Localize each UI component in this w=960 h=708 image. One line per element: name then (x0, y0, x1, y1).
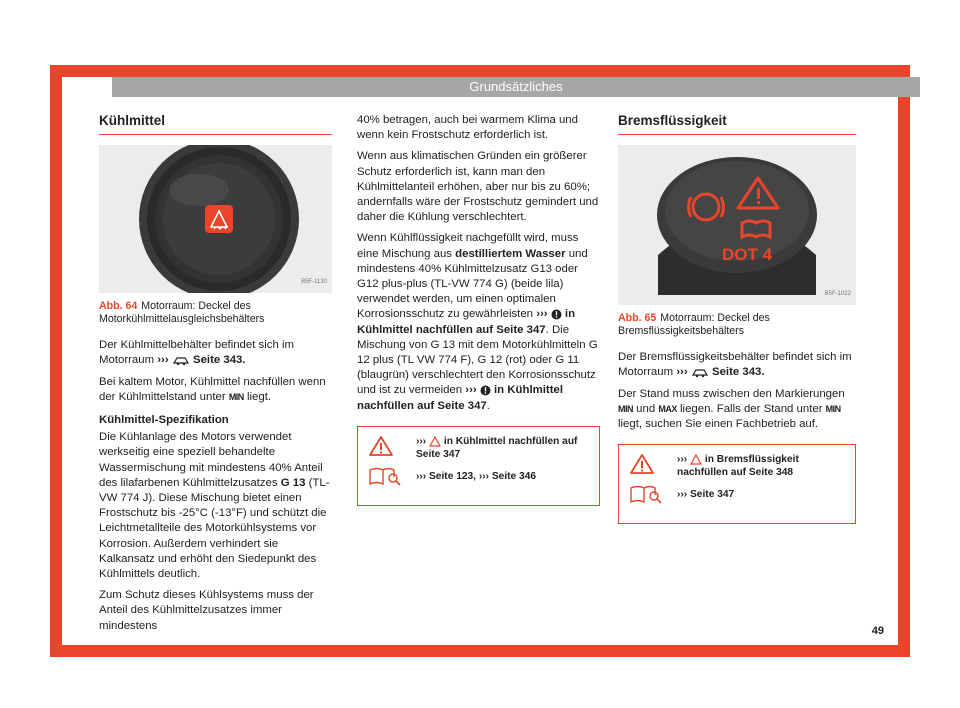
page-link[interactable]: Seite 343. (192, 354, 246, 367)
manual-page (62, 77, 898, 645)
text: liegt. (246, 390, 272, 403)
cap-dot-label: DOT 4 (722, 245, 773, 265)
text: Die Kühlanlage des Motors verwendet werkseitig eine speziell behandelte Wassermischung mit mindestens 40% Anteil des lilafarbenen Kühlmittelzusatzes (99, 431, 323, 489)
caption-text: Motorraum: Deckel des Bremsflüssigkeitsbehälters (618, 312, 770, 338)
figure-code: B5F-1022 (824, 291, 851, 297)
ref-arrow: ››› (536, 308, 548, 321)
paragraph (99, 338, 332, 368)
text: . (486, 399, 490, 412)
bold-text: destilliertem Wasser (455, 247, 566, 260)
page-link[interactable]: in Kühlmittel nachfüllen auf Seite 347 (357, 384, 563, 412)
warning-triangle-icon (629, 453, 655, 475)
warning-triangle-small-icon (690, 454, 702, 465)
ref-arrow: ››› (677, 454, 688, 466)
ref-arrow: ››› (465, 384, 477, 397)
manual-row (629, 483, 845, 513)
paragraph: Zum Schutz dieses Kühlsystems muss der Anteil des Kühlmittelzusatzes immer mindestens (99, 589, 314, 632)
coolant-cap-illustration (99, 145, 332, 293)
text: und (636, 402, 656, 415)
notice-box-coolant (357, 426, 600, 506)
warning-text (677, 453, 845, 479)
warning-row (629, 453, 845, 483)
manual-text (416, 465, 589, 483)
figure-caption (618, 312, 856, 338)
text: Bei kaltem Motor, Kühlmittel nachfüllen wenn der Kühlmittelstand unter (99, 375, 326, 403)
paragraph (357, 231, 600, 413)
figure-code: B5F-1130 (301, 279, 327, 285)
column-middle (357, 113, 600, 506)
engine-compartment-icon (691, 366, 709, 378)
min-mark: MIN (825, 403, 841, 414)
manual-link[interactable]: ››› Seite 347 (677, 489, 735, 501)
max-mark: MAX (658, 403, 677, 414)
paragraph: 40% betragen, auch bei warmem Klima und wenn kein Frostschutz erforderlich ist. (357, 114, 578, 142)
text: Der Stand muss zwischen den Markierungen (618, 387, 845, 400)
manual-link[interactable]: ››› Seite 123, ››› Seite 346 (416, 470, 537, 482)
figure-caption (99, 300, 332, 326)
section-title-coolant: Kühlmittel (99, 113, 332, 135)
caption-label: Abb. 64 (99, 300, 138, 313)
manual-icon-cell (629, 483, 677, 505)
brake-cap-illustration (618, 145, 856, 305)
ref-arrow: ››› (157, 354, 169, 367)
paragraph (618, 387, 856, 433)
paragraph (618, 350, 856, 380)
paragraph (99, 430, 332, 582)
section-title-brake-fluid: Bremsflüssigkeit (618, 113, 856, 135)
warning-row (368, 435, 589, 465)
subheading: Kühlmittel-Spezifikation (99, 414, 229, 427)
notice-box-brake (618, 444, 856, 524)
text: (TL-VW 774 J). Diese Mischung bietet einen Frostschutz bis -25°C (-13°F) und schützt die Leichtmetallteile des Motorkühlsystems vor Korrosion. Außerdem verhindert sie Kalkansatz und erhöht den Siedepunkt des Kühlmittels deutlich. (99, 476, 330, 581)
paragraph (99, 375, 332, 405)
caption-label: Abb. 65 (618, 312, 657, 325)
warning-link[interactable]: in Bremsflüssigkeit nachfüllen auf Seite 348 (677, 454, 799, 479)
paragraph: Wenn aus klimatischen Gründen ein größerer Schutz erforderlich ist, kann man den Kühlmittelanteil erhöhen, aber nur bis zu 60%; andernfalls wäre der Frostschutz gemindert und daher die Kühlung verschlechtert. (357, 150, 599, 224)
min-mark: MIN (228, 391, 244, 402)
book-magnifier-icon (629, 483, 663, 505)
page-frame (50, 65, 910, 657)
text: Der Kühlmittelbehälter befindet sich im Motorraum (99, 339, 294, 367)
text: Der Bremsflüssigkeitsbehälter befindet sich im Motorraum (618, 351, 852, 379)
warning-icon-cell (629, 453, 677, 475)
page-link[interactable]: in Kühlmittel nachfüllen auf Seite 347 (357, 308, 576, 336)
min-mark: MIN (618, 403, 633, 414)
ref-arrow: ››› (676, 366, 688, 379)
engine-compartment-icon (172, 354, 190, 366)
page-link[interactable]: Seite 343. (711, 366, 765, 379)
column-left (99, 113, 332, 640)
page-number: 49 (871, 625, 884, 637)
warning-triangle-icon (368, 435, 394, 457)
warning-triangle-small-icon (429, 436, 441, 447)
text: liegt, suchen Sie einen Fachbetrieb auf. (618, 418, 819, 431)
page-header: Grundsätzliches (112, 77, 920, 97)
book-magnifier-icon (368, 465, 402, 487)
manual-text (677, 483, 845, 501)
figure-coolant-cap (99, 145, 332, 293)
warning-icon-cell (368, 435, 416, 457)
column-right (618, 113, 856, 524)
exclamation-icon (480, 385, 491, 396)
manual-row (368, 465, 589, 495)
text: Wenn Kühlflüssigkeit nachgefüllt wird, muss eine Mischung aus (357, 232, 579, 260)
exclamation-icon (551, 309, 562, 320)
bold-text: G 13 (280, 476, 306, 489)
text: liegen. Falls der Stand unter (680, 402, 823, 415)
caption-text: Motorraum: Deckel des Motorkühlmittelausgleichsbehälters (99, 300, 265, 326)
text: . Die Mischung von G 13 mit dem Motorkühlmitteln G 12 plus (TL VW 774 F), G 12 (rot) oder G 11 (blaugrün) verschlechtert den Korrosionsschutz und ist zu vermeiden (357, 323, 598, 397)
warning-text (416, 435, 589, 461)
warning-link[interactable]: in Kühlmittel nachfüllen auf Seite 347 (416, 435, 578, 460)
ref-arrow: ››› (416, 435, 427, 447)
manual-icon-cell (368, 465, 416, 487)
text: und mindestens 40% Kühlmittelzusatz G13 oder G12 plus-plus (TL-VW 774 G) (beide lila) verwendet werden, um einen optimalen Korrosionsschutz zu gewährleisten (357, 247, 588, 321)
figure-brake-cap (618, 145, 856, 305)
